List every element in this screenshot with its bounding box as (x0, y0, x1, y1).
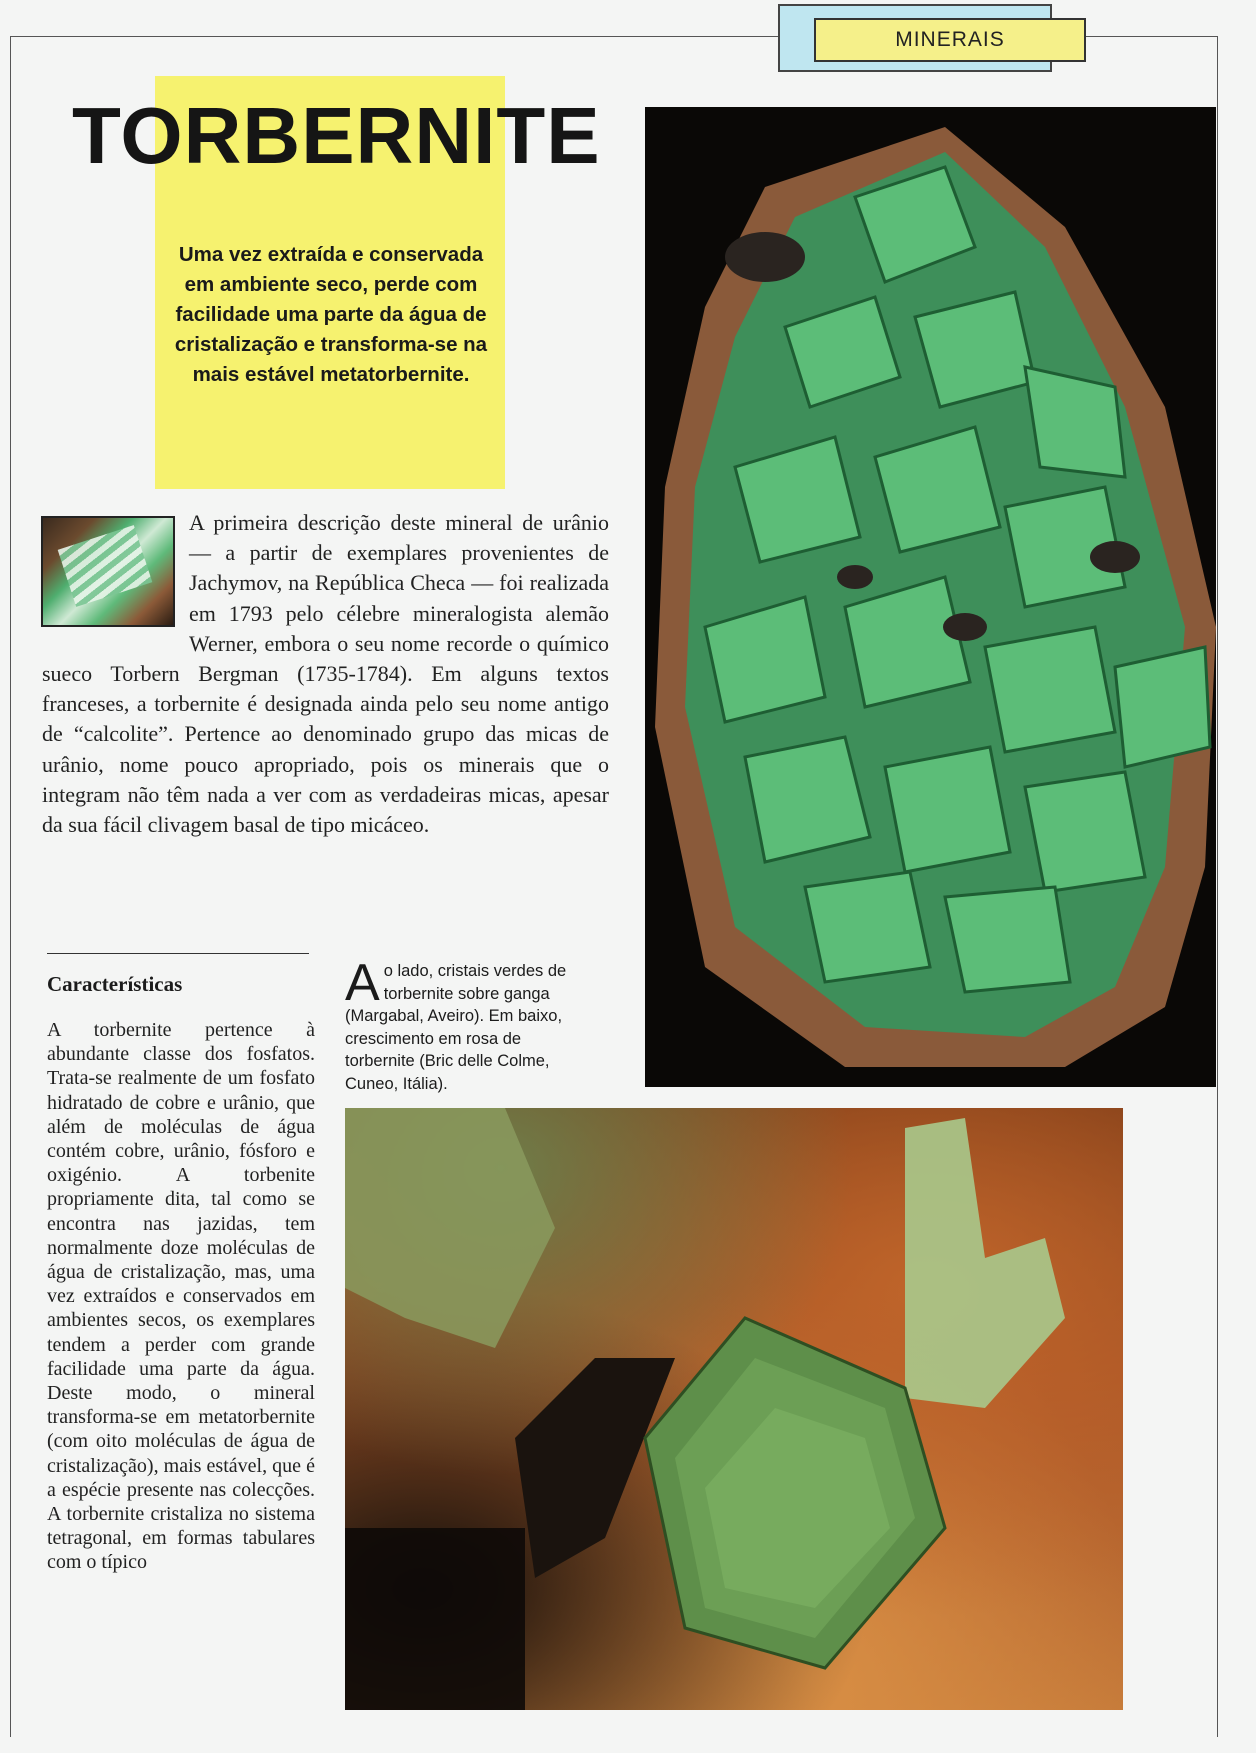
lead-paragraph: Uma vez extraída e conservada em ambiente seco, perde com facilidade uma parte da água de cristalização e transforma-se na mais estável metatorbernite. (174, 243, 488, 386)
torbernite-cluster-illustration (645, 107, 1216, 1087)
mineral-photo-top (645, 107, 1216, 1087)
section-label: MINERAIS (814, 18, 1086, 62)
characteristics-text: A torbernite pertence à abundante classe dos fosfatos. Trata-se realmente de um fosfato hidratado de cobre e urânio, que além de moléculas de água contém cobre, urânio, fósforo e oxigénio. A torbenite propriamente dita, tal como se encontra nas jazidas, tem normalmente doze moléculas de água de cristalização, mas, uma vez extraídos e conservados em ambientes secos, os exemplares tendem a perder com grande facilidade uma parte da água. Deste modo, o mineral transforma-se em metatorbernite (com oito moléculas de água de cristalização), mais estável, que é a espécie presente nas colecções. A torbernite cristaliza no sistema tetragonal, em formas tabulares com o típico (47, 1019, 315, 1574)
page-title: TORBERNITE (72, 91, 601, 180)
mineral-photo-bottom (345, 1108, 1123, 1710)
photo-caption (345, 954, 590, 1095)
intro-paragraph (42, 508, 609, 840)
section-divider (47, 953, 309, 954)
intro-text: A primeira descrição deste mineral de urânio — a partir de exemplares provenientes de Jachymov, na República Checa — foi realizada em 1793 pelo célebre mineralogista alemão Werner, embora o seu nome recorde o químico sueco Torbern Bergman (1735-1784). Em alguns textos franceses, a torbernite é designada ainda pelo seu nome antigo de “calcolite”. Pertence ao denominado grupo das micas de urânio, nome pouco apropriado, pois os minerais que o integram não têm nada a ver com as verdadeiras micas, apesar da sua fácil clivagem basal de tipo micáceo. (42, 510, 609, 838)
caption-text: o lado, cristais verdes de torbernite sobre ganga (Margabal, Aveiro). Em baixo, crescimento em rosa de torbernite (Bric delle Colme, Cuneo, Itália). (345, 962, 567, 1093)
characteristics-heading: Características (47, 972, 183, 996)
caption-dropcap: A (345, 954, 380, 1012)
torbernite-rosette-illustration (345, 1108, 1123, 1710)
